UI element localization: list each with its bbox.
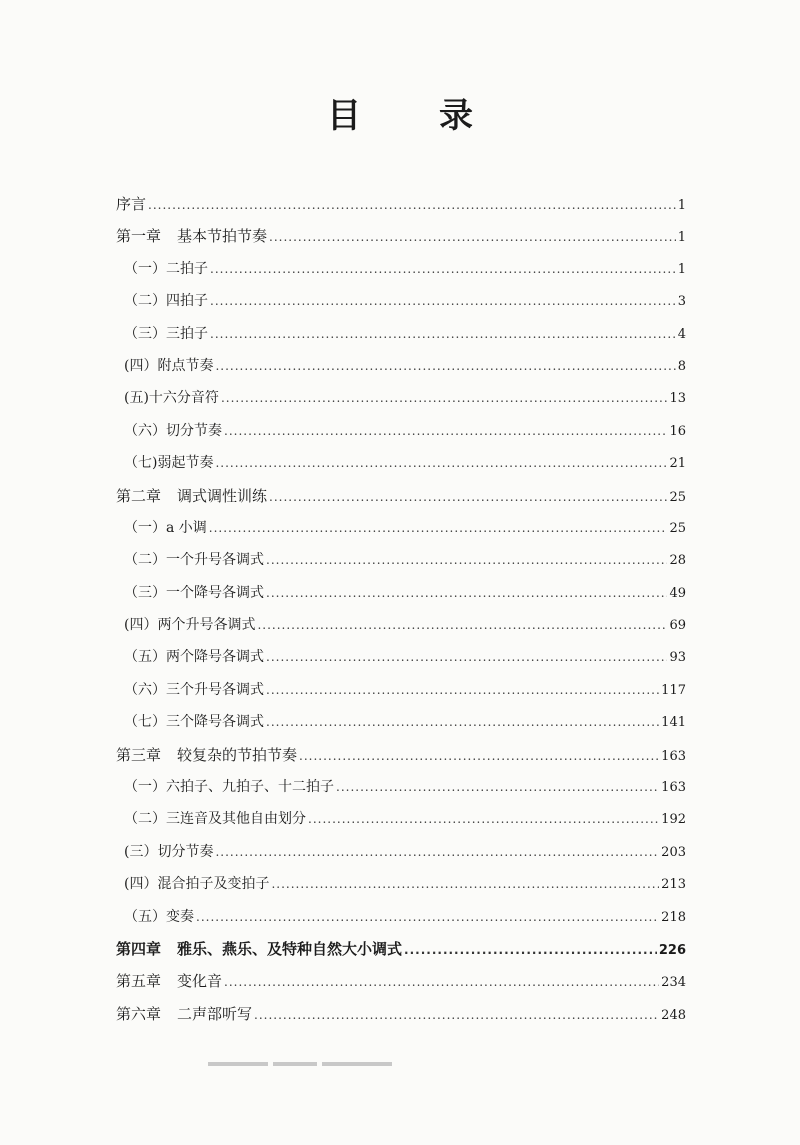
dot-leader <box>148 189 676 221</box>
toc-section-row[interactable] <box>116 447 686 479</box>
dot-leader <box>215 350 675 382</box>
section-title: (四）混合拍子及变拍子 <box>124 876 270 893</box>
page-number: 213 <box>661 877 686 893</box>
chapter-number: 第二章 <box>116 486 162 505</box>
toc-section-row[interactable] <box>116 382 686 414</box>
preface-title: 序言 <box>116 195 147 213</box>
section-title: （三）三拍子 <box>124 325 208 342</box>
toc-chapter-row[interactable] <box>116 998 686 1030</box>
section-title: (五)十六分音符 <box>124 390 219 407</box>
dot-leader <box>271 868 659 900</box>
toc-section-row[interactable] <box>116 674 686 706</box>
page-number: 1 <box>677 198 686 213</box>
chapter-title: 变化音 <box>177 972 223 991</box>
section-title: (三）切分节奏 <box>124 843 214 860</box>
toc-section-row[interactable] <box>116 836 686 868</box>
dot-leader <box>266 544 667 576</box>
toc-section-row[interactable] <box>116 641 686 673</box>
dot-leader <box>266 577 667 609</box>
toc-section-row[interactable] <box>116 901 686 933</box>
chapter-number: 第五章 <box>116 972 162 991</box>
dot-leader <box>215 836 659 868</box>
chapter-title: 基本节拍节奏 <box>177 227 268 246</box>
toc-section-row[interactable] <box>116 285 686 317</box>
page-number: 1 <box>677 230 686 246</box>
chapter-title: 调式调性训练 <box>177 486 268 505</box>
dot-leader <box>404 934 657 966</box>
page-number: 21 <box>669 456 686 472</box>
page-number: 3 <box>677 294 686 310</box>
section-title: （二）一个升号各调式 <box>124 552 264 569</box>
section-title: （一）二拍子 <box>124 260 208 277</box>
dot-leader <box>266 674 659 706</box>
chapter-number: 第六章 <box>116 1004 162 1023</box>
chapter-number: 第四章 <box>116 939 162 958</box>
page-number: 163 <box>661 780 686 796</box>
toc-section-row[interactable] <box>116 609 686 641</box>
page-number: 218 <box>661 909 686 925</box>
page-number: 163 <box>661 748 686 764</box>
chapter-number: 第三章 <box>116 745 162 764</box>
toc-section-row[interactable] <box>116 350 686 382</box>
dot-leader <box>210 285 676 317</box>
section-title: （三）一个降号各调式 <box>124 584 264 601</box>
toc-section-row[interactable] <box>116 577 686 609</box>
section-title: (四）两个升号各调式 <box>124 617 256 634</box>
toc-section-row[interactable] <box>116 803 686 835</box>
dot-leader <box>257 609 667 641</box>
chapter-title: 雅乐、燕乐、及特种自然大小调式 <box>177 939 403 958</box>
dot-leader <box>215 447 667 479</box>
dot-leader <box>224 415 667 447</box>
section-title: （一）六拍子、九拍子、十二拍子 <box>124 779 334 796</box>
dot-leader <box>266 706 659 738</box>
section-title: （七）三个降号各调式 <box>124 714 264 731</box>
page-number: 4 <box>677 326 686 342</box>
page-number: 69 <box>669 618 686 634</box>
title-char-2: 录 <box>439 96 473 136</box>
toc-chapter-row[interactable] <box>116 739 686 771</box>
dot-leader <box>254 999 659 1031</box>
toc-section-row[interactable] <box>116 544 686 576</box>
page-number: 49 <box>669 585 686 601</box>
page-number: 192 <box>661 812 686 828</box>
section-title: （七)弱起节奏 <box>124 455 214 472</box>
section-title: （五）变奏 <box>124 908 194 925</box>
chapter-title: 较复杂的节拍节奏 <box>177 745 298 764</box>
dot-leader <box>210 253 676 285</box>
dot-leader <box>308 803 659 835</box>
section-title: （一）a 小调 <box>124 519 207 536</box>
toc-section-row[interactable] <box>116 253 686 285</box>
page-title <box>0 88 800 137</box>
section-title: （六）切分节奏 <box>124 422 222 439</box>
page-number: 28 <box>669 553 686 569</box>
dot-leader <box>336 771 659 803</box>
section-title: （六）三个升号各调式 <box>124 681 264 698</box>
dot-leader <box>209 512 668 544</box>
toc-chapter-row[interactable] <box>116 480 686 512</box>
dot-leader <box>269 481 667 513</box>
toc-chapter-row[interactable] <box>116 965 686 997</box>
page-number: 93 <box>669 650 686 666</box>
toc-chapter-row[interactable] <box>116 933 686 965</box>
chapter-number: 第一章 <box>116 227 162 246</box>
toc-section-row[interactable] <box>116 868 686 900</box>
dot-leader <box>210 318 676 350</box>
page-number: 25 <box>669 520 686 536</box>
table-of-contents <box>116 188 686 1030</box>
section-title: （五）两个降号各调式 <box>124 649 264 666</box>
scan-smudge <box>208 1053 408 1063</box>
dot-leader <box>299 740 659 772</box>
page-number: 8 <box>677 358 686 374</box>
dot-leader <box>221 382 668 414</box>
toc-section-row[interactable] <box>116 771 686 803</box>
dot-leader <box>224 966 659 998</box>
section-title: （二）四拍子 <box>124 293 208 310</box>
page-number: 248 <box>661 1007 686 1023</box>
page-number: 226 <box>658 942 686 958</box>
toc-preface-row[interactable] <box>116 188 686 220</box>
page-number: 234 <box>661 975 686 991</box>
page-number: 25 <box>669 489 686 505</box>
dot-leader <box>269 221 676 253</box>
page-number: 203 <box>661 844 686 860</box>
page-number: 13 <box>669 391 686 407</box>
toc-section-row[interactable] <box>116 318 686 350</box>
title-char-1: 目 <box>327 96 361 136</box>
section-title: (四）附点节奏 <box>124 357 214 374</box>
page-number: 1 <box>677 261 686 277</box>
toc-section-row[interactable] <box>116 512 686 544</box>
dot-leader <box>196 901 659 933</box>
toc-section-row[interactable] <box>116 415 686 447</box>
dot-leader <box>266 641 667 673</box>
page-number: 16 <box>669 423 686 439</box>
toc-section-row[interactable] <box>116 706 686 738</box>
page-number: 141 <box>661 715 686 731</box>
chapter-title: 二声部听写 <box>177 1004 253 1023</box>
toc-chapter-row[interactable] <box>116 220 686 252</box>
section-title: （二）三连音及其他自由划分 <box>124 811 306 828</box>
page-number: 117 <box>661 682 686 698</box>
